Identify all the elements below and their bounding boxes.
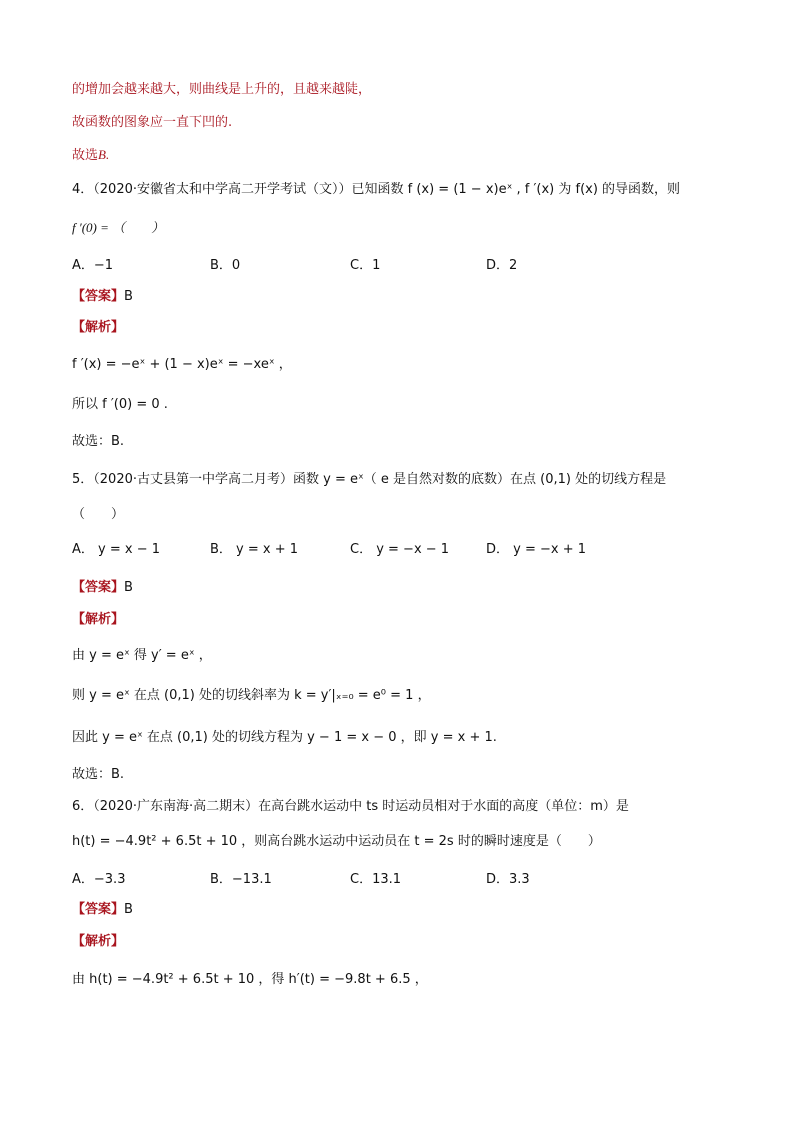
q4-option-b: B．0 [210,258,241,273]
q4-step-1: f ′(x) = −eˣ + (1 − x)eˣ = −xeˣ ， [72,357,292,372]
choice-letter: B. [98,147,110,162]
q6-answer [72,900,734,920]
q6-option-c: C．13.1 [350,872,402,887]
q5-option-c: C． y = −x − 1 [350,542,450,557]
answer-label: 【答案】 [72,580,125,595]
q4-answer [72,287,734,307]
q4-options [72,256,732,276]
q5-stem-2: （ ） [72,507,125,522]
q5-analysis-label: 【解析】 [72,612,125,627]
answer-value: B [124,902,133,917]
q4-stem-2: f ′(0) = （ ） [72,220,165,235]
q4-step-3: 故选：B. [72,434,125,449]
q6-step-1: 由 h(t) = −4.9t² + 6.5t + 10 ，得 h′(t) = −9.8t + 6.5 ， [72,972,428,987]
q5-option-b: B． y = x + 1 [210,542,299,557]
answer-value: B [124,289,133,304]
q6-options [72,870,732,890]
answer-label: 【答案】 [72,289,125,304]
q5-step-1: 由 y = eˣ 得 y′ = eˣ ， [72,648,212,663]
q6-analysis-label: 【解析】 [72,934,125,949]
q6-option-a: A．−3.3 [72,872,126,887]
q5-step-2: 则 y = eˣ 在点 (0,1) 处的切线斜率为 k = y′|ₓ₌₀ = e⁰ = 1 ， [72,688,431,703]
continuation-line-2: 故函数的图象应一直下凹的. [72,115,233,130]
answer-value: B [124,580,133,595]
q6-option-b: B．−13.1 [210,872,272,887]
q5-step-3: 因此 y = eˣ 在点 (0,1) 处的切线方程为 y − 1 = x − 0 ，即 y = x + 1. [72,730,497,745]
q4-option-d: D．2 [486,258,518,273]
q5-option-d: D． y = −x + 1 [486,542,587,557]
q5-step-4: 故选：B. [72,767,125,782]
q6-stem-2: h(t) = −4.9t² + 6.5t + 10 ，则高台跳水运动中运动员在 t = 2s 时的瞬时速度是（ ） [72,834,601,849]
q6-option-d: D．3.3 [486,872,530,887]
q4-analysis-label: 【解析】 [72,320,125,335]
q4-option-a: A．−1 [72,258,114,273]
q5-answer [72,578,734,598]
q4-step-2: 所以 f ′(0) = 0 . [72,397,168,412]
q5-stem: 5．（2020·古丈县第一中学高二月考）函数 y = eˣ（ e 是自然对数的底数）在点 (0,1) 处的切线方程是 [72,472,667,487]
q4-stem: 4．（2020·安徽省太和中学高二开学考试（文））已知函数 f (x) = (1 − x)eˣ , f ′(x) 为 f(x) 的导函数，则 [72,182,681,197]
answer-label: 【答案】 [72,902,125,917]
continuation-line-3 [72,145,734,166]
q5-option-a: A． y = x − 1 [72,542,160,557]
continuation-line-1: 的增加会越来越大，则曲线是上升的，且越来越陡， [72,82,372,97]
q5-options [72,540,732,560]
choice-prefix: 故选 [72,148,99,163]
q4-option-c: C．1 [350,258,381,273]
q6-stem: 6．（2020·广东南海·高二期末）在高台跳水运动中 ts 时运动员相对于水面的高度（单位：m）是 [72,799,629,814]
